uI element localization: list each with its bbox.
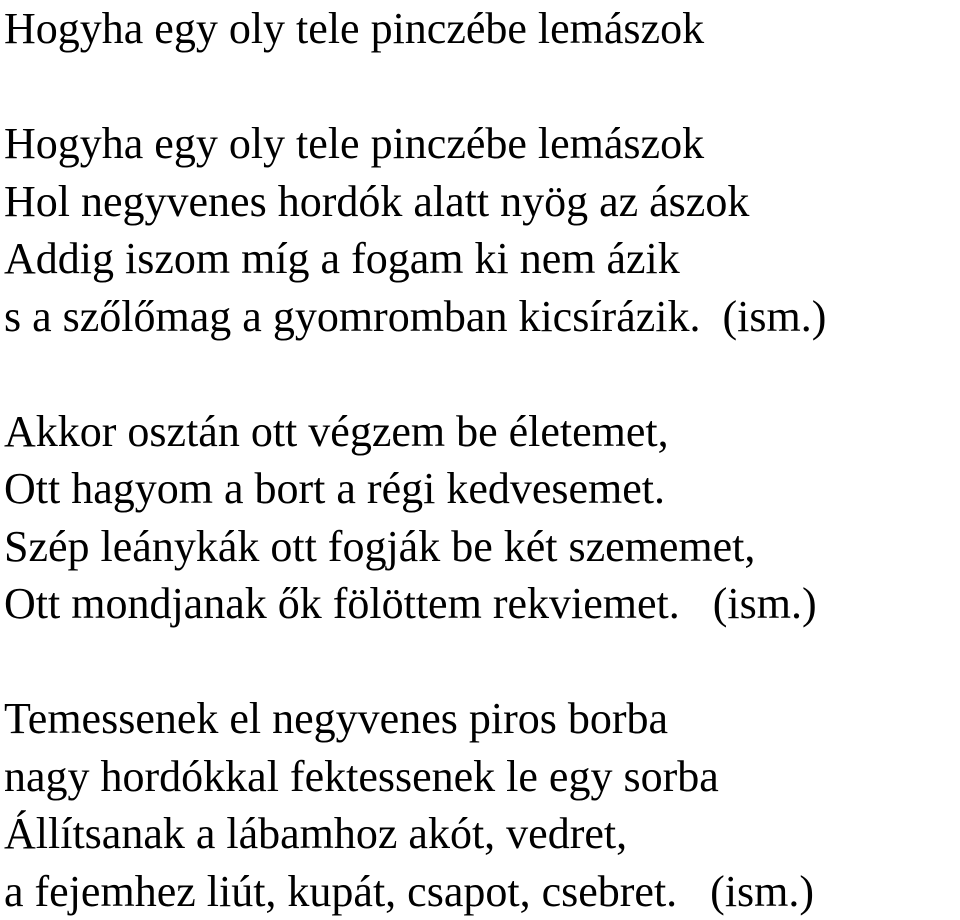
- song-document: [4, 0, 956, 920]
- stanza-gap: [4, 58, 956, 116]
- stanza-gap: [4, 633, 956, 691]
- verse-line: Szép leánykák ott fogják be két szememet,: [4, 518, 956, 576]
- verse-line: Hol negyvenes hordók alatt nyög az ászok: [4, 173, 956, 231]
- stanza-3: [4, 690, 956, 920]
- verse-line: nagy hordókkal fektessenek le egy sorba: [4, 748, 956, 806]
- stanza-2: [4, 403, 956, 633]
- stanza-1: [4, 115, 956, 345]
- verse-line: s a szőlőmag a gyomromban kicsírázik. (ism.): [4, 288, 956, 346]
- verse-line: Addig iszom míg a fogam ki nem ázik: [4, 230, 956, 288]
- verse-line: Ott hagyom a bort a régi kedvesemet.: [4, 460, 956, 518]
- stanza-gap: [4, 345, 956, 403]
- verse-line: Állítsanak a lábamhoz akót, vedret,: [4, 805, 956, 863]
- verse-line: Ott mondjanak ők fölöttem rekviemet. (ism.): [4, 575, 956, 633]
- song-title: Hogyha egy oly tele pinczébe lemászok: [4, 0, 956, 58]
- verse-line: Temessenek el negyvenes piros borba: [4, 690, 956, 748]
- verse-line: Akkor osztán ott végzem be életemet,: [4, 403, 956, 461]
- verse-line: a fejemhez liút, kupát, csapot, csebret. (ism.): [4, 863, 956, 920]
- verse-line: Hogyha egy oly tele pinczébe lemászok: [4, 115, 956, 173]
